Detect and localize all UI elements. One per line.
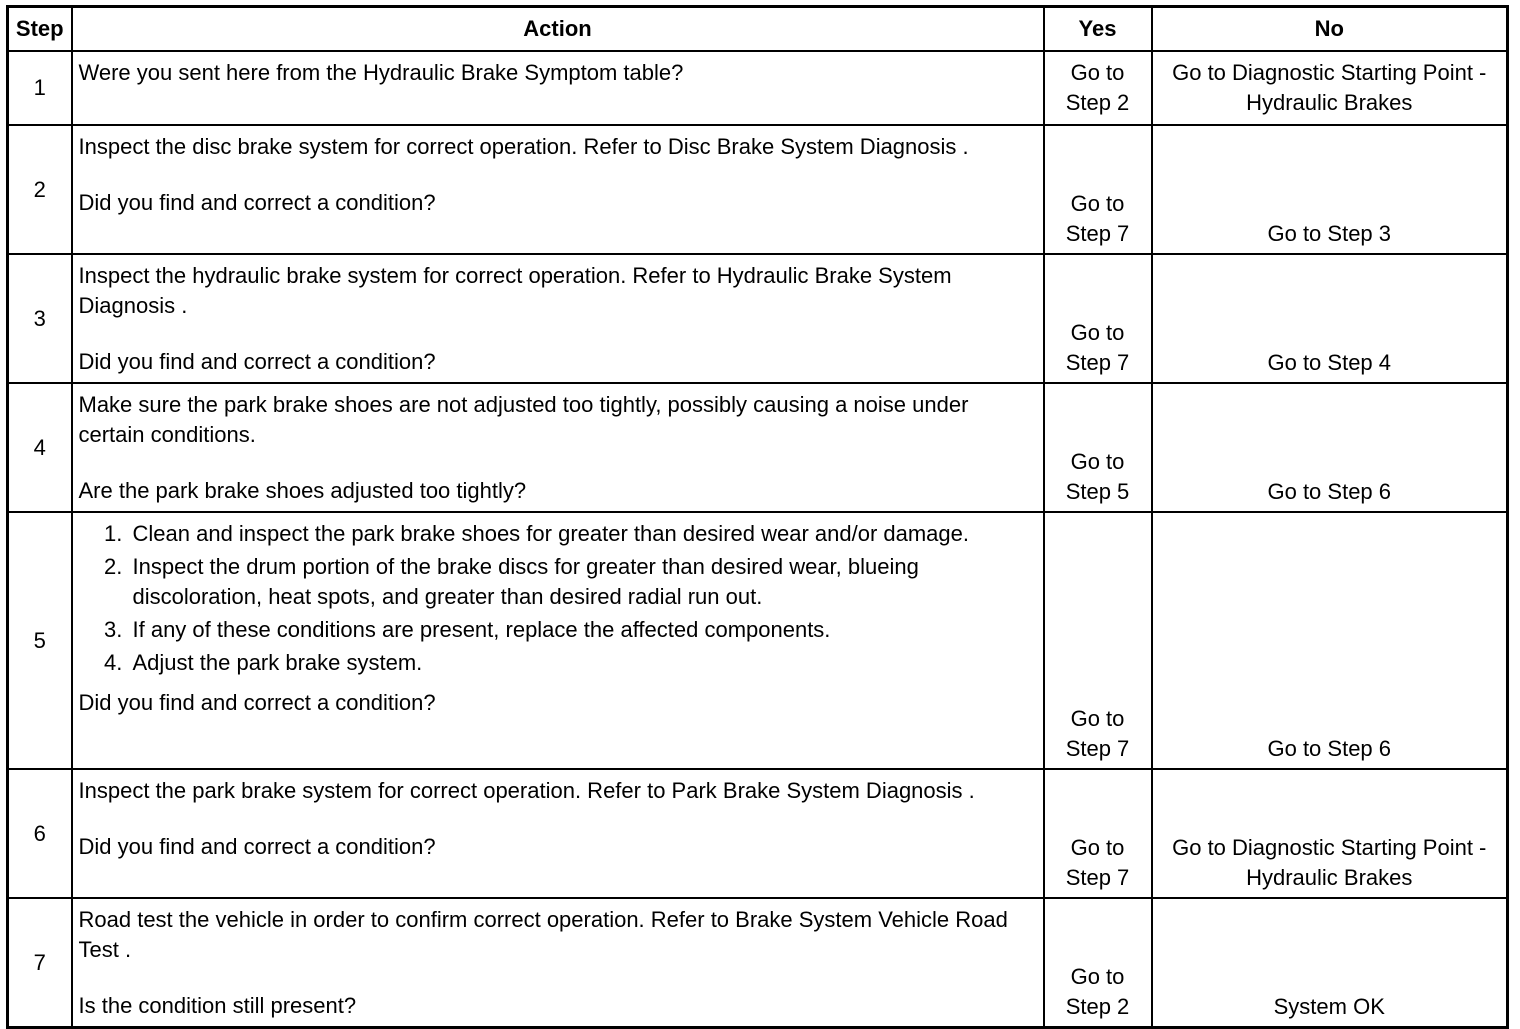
list-item: 4. Adjust the park brake system. [129, 648, 1037, 678]
header-action: Action [72, 7, 1044, 52]
step-number: 5 [8, 512, 72, 769]
table-row [8, 898, 1508, 1028]
yes-cell: Go to Step 7 [1044, 254, 1152, 383]
step-number: 2 [8, 125, 72, 254]
action-text: Make sure the park brake shoes are not adjusted too tightly, possibly causing a noise under certain conditions. [78, 392, 969, 447]
action-text: Inspect the disc brake system for correct operation. Refer to Disc Brake System Diagnosis . [78, 134, 969, 159]
list-item: 3. If any of these conditions are present, replace the affected components. [129, 615, 1037, 645]
yes-cell: Go to Step 7 [1044, 769, 1152, 898]
table-row [8, 254, 1508, 383]
list-item: 1. Clean and inspect the park brake shoes for greater than desired wear and/or damage. [129, 519, 1037, 549]
action-question: Did you find and correct a condition? [78, 834, 436, 859]
yes-cell: Go to Step 2 [1044, 898, 1152, 1028]
step-number: 7 [8, 898, 72, 1028]
step-number: 4 [8, 383, 72, 512]
no-cell: Go to Step 6 [1152, 383, 1508, 512]
yes-cell: Go to Step 5 [1044, 383, 1152, 512]
header-no: No [1152, 7, 1508, 52]
list-item: 2. Inspect the drum portion of the brake discs for greater than desired wear, blueing discoloration, heat spots, and greater than desired radial run out. [129, 552, 1037, 612]
action-cell [72, 254, 1044, 383]
action-cell [72, 512, 1044, 769]
action-question: Are the park brake shoes adjusted too tightly? [78, 478, 527, 503]
action-cell [72, 383, 1044, 512]
action-text: Were you sent here from the Hydraulic Brake Symptom table? [78, 60, 684, 85]
action-text: Road test the vehicle in order to confirm correct operation. Refer to Brake System Vehicle Road Test . [78, 907, 1008, 962]
diagnostic-table [6, 5, 1509, 1029]
yes-cell: Go to Step 7 [1044, 125, 1152, 254]
step-number: 3 [8, 254, 72, 383]
yes-cell: Go to Step 7 [1044, 512, 1152, 769]
action-list [79, 519, 1037, 678]
action-cell [72, 898, 1044, 1028]
no-cell: Go to Step 6 [1152, 512, 1508, 769]
header-row [8, 7, 1508, 52]
diagnostic-table-container [6, 5, 1506, 1029]
action-question: Did you find and correct a condition? [78, 190, 436, 215]
table-row [8, 383, 1508, 512]
table-row [8, 51, 1508, 125]
table-row [8, 125, 1508, 254]
no-cell: Go to Diagnostic Starting Point - Hydraulic Brakes [1152, 769, 1508, 898]
action-text: Inspect the hydraulic brake system for correct operation. Refer to Hydraulic Brake System Diagnosis . [78, 263, 952, 318]
no-cell: System OK [1152, 898, 1508, 1028]
step-number: 1 [8, 51, 72, 125]
table-row [8, 512, 1508, 769]
action-question: Did you find and correct a condition? [78, 690, 436, 715]
action-cell [72, 51, 1044, 125]
action-cell [72, 125, 1044, 254]
yes-cell: Go to Step 2 [1044, 51, 1152, 125]
action-question: Did you find and correct a condition? [78, 349, 436, 374]
no-cell: Go to Step 4 [1152, 254, 1508, 383]
action-question: Is the condition still present? [78, 993, 357, 1018]
step-number: 6 [8, 769, 72, 898]
header-yes: Yes [1044, 7, 1152, 52]
action-text: Inspect the park brake system for correct operation. Refer to Park Brake System Diagnosis . [78, 778, 975, 803]
no-cell: Go to Diagnostic Starting Point - Hydraulic Brakes [1152, 51, 1508, 125]
action-cell [72, 769, 1044, 898]
header-step: Step [8, 7, 72, 52]
table-row [8, 769, 1508, 898]
no-cell: Go to Step 3 [1152, 125, 1508, 254]
